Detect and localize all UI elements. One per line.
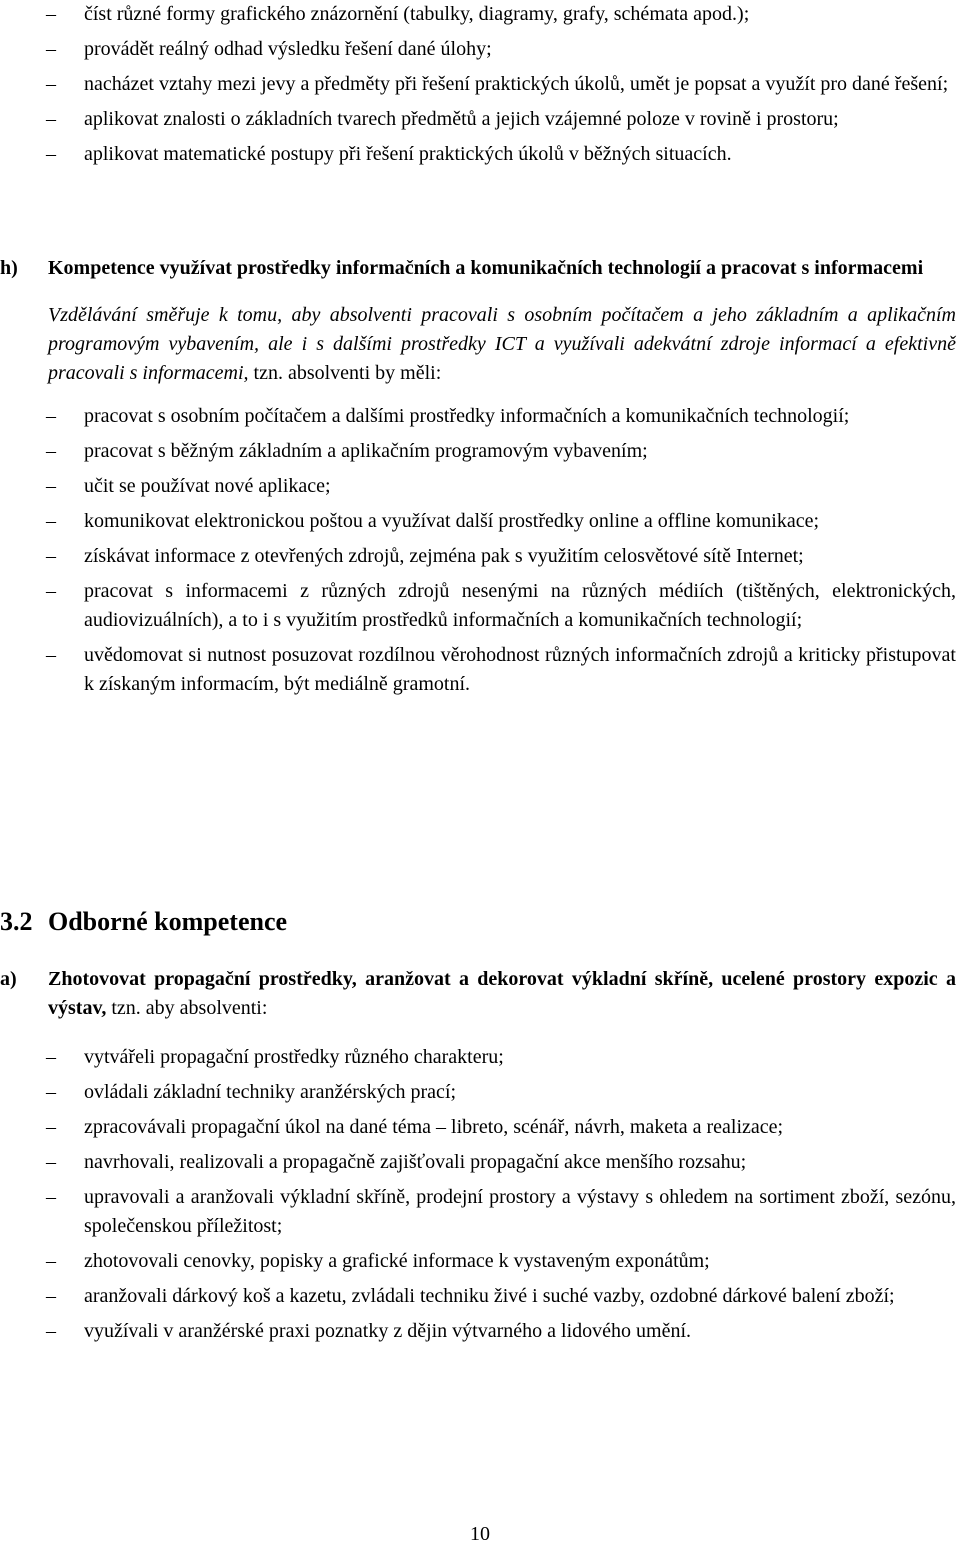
list-item-text: aranžovali dárkový koš a kazetu, zvládali techniku živé i suché vazby, ozdobné dárkové balení zboží; <box>84 1285 895 1307</box>
list-item <box>0 1183 960 1241</box>
list-item-text: aplikovat znalosti o základních tvarech předmětů a jejich vzájemné poloze v rovině i prostoru; <box>84 108 839 130</box>
list-item-text: pracovat s běžným základním a aplikačním programovým vybavením; <box>84 440 648 462</box>
dash-bullet: – <box>46 1081 56 1103</box>
list-item <box>0 577 960 635</box>
list-item-text: nacházet vztahy mezi jevy a předměty při řešení praktických úkolů, umět je popsat a využít pro dané řešení; <box>84 73 949 95</box>
list-item <box>0 1043 960 1072</box>
list-item-text: upravovali a aranžovali výkladní skříně, prodejní prostory a výstavy s ohledem na sortiment zboží, sezónu, společenskou příležitost; <box>84 1186 956 1237</box>
list-item <box>0 1078 960 1107</box>
dash-bullet: – <box>46 1116 56 1138</box>
list-item <box>0 1317 960 1346</box>
list-item-text: navrhovali, realizovali a propagačně zajišťovali propagační akce menšího rozsahu; <box>84 1151 747 1173</box>
list-item-text: učit se používat nové aplikace; <box>84 475 331 497</box>
list-item-text: aplikovat matematické postupy při řešení praktických úkolů v běžných situacích. <box>84 143 732 165</box>
dash-bullet: – <box>46 510 56 532</box>
chapter-number: 3.2 <box>0 907 33 936</box>
dash-bullet: – <box>46 1186 56 1208</box>
dash-bullet: – <box>46 580 56 602</box>
list-item <box>0 35 960 64</box>
section-heading <box>0 254 960 283</box>
dash-bullet: – <box>46 108 56 130</box>
list-item-text: provádět reálný odhad výsledku řešení dané úlohy; <box>84 38 492 60</box>
section-intro <box>0 301 960 388</box>
list-item <box>0 402 960 431</box>
section-title: Kompetence využívat prostředky informačních a komunikačních technologií a pracovat s informacemi <box>48 257 924 279</box>
intro-tail-text: tzn. absolventi by měli: <box>253 362 442 384</box>
list-item <box>0 641 960 699</box>
list-item <box>0 1282 960 1311</box>
chapter-title: Odborné kompetence <box>48 907 288 936</box>
dash-bullet: – <box>46 475 56 497</box>
dash-bullet: – <box>46 1151 56 1173</box>
dash-bullet: – <box>46 1285 56 1307</box>
list-item-text: komunikovat elektronickou poštou a využívat další prostředky online a offline komunikace; <box>84 510 820 532</box>
list-item <box>0 1113 960 1142</box>
list-item-text: pracovat s informacemi z různých zdrojů nesenými na různých médiích (tištěných, elektronických, audiovizuálních), a to i s využitím prostředků informačních a komunikačních technologií; <box>84 580 956 631</box>
section-label: h) <box>0 257 18 279</box>
dash-bullet: – <box>46 143 56 165</box>
page-number: 10 <box>470 1523 490 1545</box>
list-item <box>0 472 960 501</box>
dash-bullet: – <box>46 440 56 462</box>
list-item <box>0 437 960 466</box>
list-item <box>0 140 960 169</box>
list-item <box>0 1247 960 1276</box>
list-item-text: zhotovovali cenovky, popisky a grafické informace k vystaveným exponátům; <box>84 1250 710 1272</box>
list-item-text: uvědomovat si nutnost posuzovat rozdílnou věrohodnost různých informačních zdrojů a kriticky přistupovat k získaným informacím, být mediálně gramotní. <box>84 644 956 695</box>
list-item-text: vytvářeli propagační prostředky různého charakteru; <box>84 1046 504 1068</box>
section-h-list <box>0 402 960 699</box>
dash-bullet: – <box>46 545 56 567</box>
dash-bullet: – <box>46 73 56 95</box>
list-item <box>0 0 960 29</box>
dash-bullet: – <box>46 1250 56 1272</box>
dash-bullet: – <box>46 405 56 427</box>
top-competence-list <box>0 0 960 175</box>
list-item-text: ovládali základní techniky aranžérských prací; <box>84 1081 457 1103</box>
intro-italic-text: Vzdělávání směřuje k tomu, aby absolventi pracovali s osobním počítačem a jeho základním a aplikačním programovým vybavením, ale i s dalšími prostředky ICT a využívali adekvátní zdroje informací a efektivně pracovali s informacemi, <box>48 304 956 384</box>
section-a-list <box>0 1043 960 1346</box>
section-tail: tzn. aby absolventi: <box>111 997 268 1019</box>
section-a <box>0 965 960 1352</box>
dash-bullet: – <box>46 38 56 60</box>
list-item <box>0 542 960 571</box>
list-item-text: číst různé formy grafického znázornění (tabulky, diagramy, grafy, schémata apod.); <box>84 3 750 25</box>
dash-bullet: – <box>46 1046 56 1068</box>
list-item <box>0 1148 960 1177</box>
section-label: a) <box>0 968 17 990</box>
dash-bullet: – <box>46 1320 56 1342</box>
section-title: Zhotovovat propagační prostředky, aranžovat a dekorovat výkladní skříně, ucelené prostory expozic a výstav, <box>48 968 956 1019</box>
list-item <box>0 70 960 99</box>
section-heading <box>0 965 960 1023</box>
list-item-text: získávat informace z otevřených zdrojů, zejména pak s využitím celosvětové sítě Internet; <box>84 545 804 567</box>
list-item <box>0 507 960 536</box>
chapter-heading <box>0 906 287 938</box>
dash-bullet: – <box>46 3 56 25</box>
list-item-text: zpracovávali propagační úkol na dané téma – libreto, scénář, návrh, maketa a realizace; <box>84 1116 784 1138</box>
section-h <box>0 254 960 705</box>
list-item-text: pracovat s osobním počítačem a dalšími prostředky informačních a komunikačních technologií; <box>84 405 850 427</box>
list-item-text: využívali v aranžérské praxi poznatky z dějin výtvarného a lidového umění. <box>84 1320 692 1342</box>
dash-bullet: – <box>46 644 56 666</box>
list-item <box>0 105 960 134</box>
